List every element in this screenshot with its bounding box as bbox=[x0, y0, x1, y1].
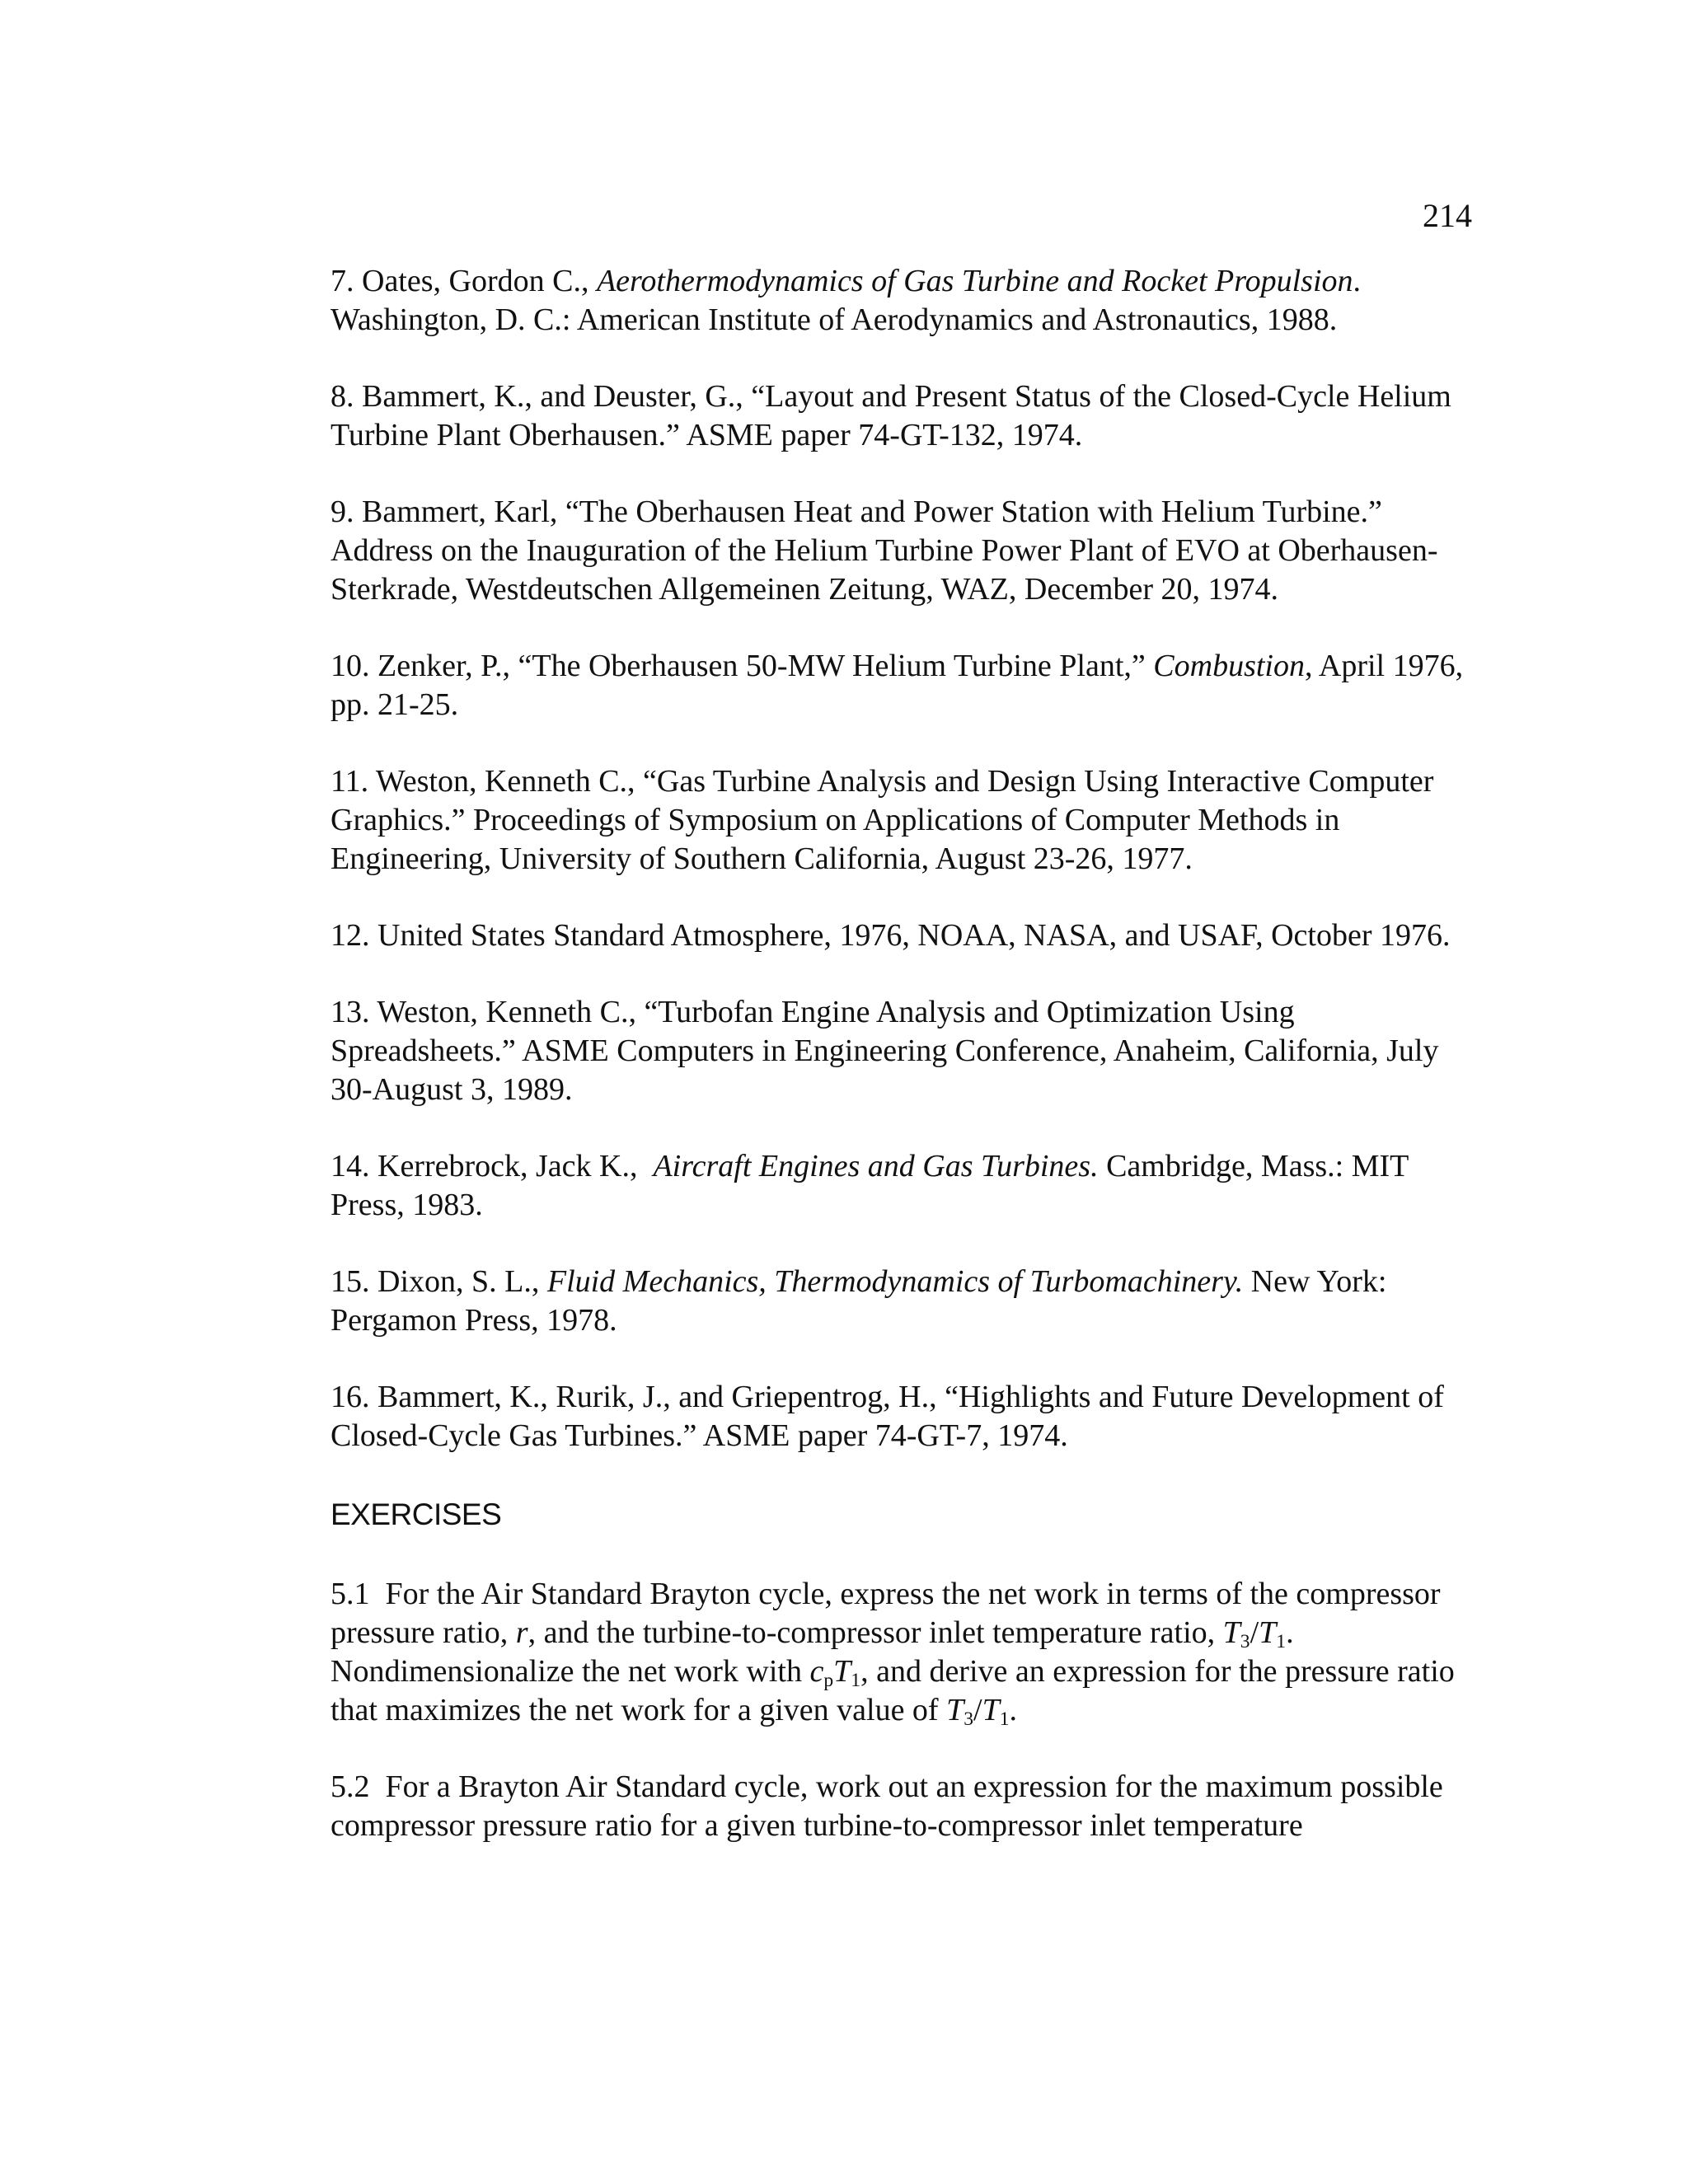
exercises-heading: EXERCISES bbox=[331, 1497, 502, 1531]
reference-14: 14. Kerrebrock, Jack K., Aircraft Engines and Gas Turbines. Cambridge, Mass.: MIT Press, 1983. bbox=[331, 1149, 1409, 1222]
page-content bbox=[331, 262, 1484, 1883]
reference-16: 16. Bammert, K., Rurik, J., and Griepentrog, H., “Highlights and Future Development of Closed-Cycle Gas Turbines.” ASME paper 74-GT-7, 1974. bbox=[331, 1380, 1444, 1453]
reference-9: 9. Bammert, Karl, “The Oberhausen Heat and Power Station with Helium Turbine.” Address on the Inauguration of the Helium Turbine Power Plant of EVO at Oberhausen-Sterkrade, Westdeutschen Allgemeinen Zeitung, WAZ, December 20, 1974. bbox=[331, 494, 1438, 607]
reference-13: 13. Weston, Kenneth C., “Turbofan Engine Analysis and Optimization Using Spreadsheets.” ASME Computers in Engineering Conference, Anaheim, California, July 30-August 3, 1989. bbox=[331, 995, 1439, 1107]
reference-10: 10. Zenker, P., “The Oberhausen 50-MW Helium Turbine Plant,” Combustion, April 1976, pp. 21-25. bbox=[331, 649, 1464, 722]
reference-11: 11. Weston, Kenneth C., “Gas Turbine Analysis and Design Using Interactive Computer Graphics.” Proceedings of Symposium on Applications of Computer Methods in Engineering, University of Southern California, August 23-26, 1977. bbox=[331, 764, 1434, 876]
exercise-5-1: 5.1 For the Air Standard Brayton cycle, express the net work in terms of the compressor pressure ratio, r, and the turbine-to-compressor inlet temperature ratio, $T_3/T_1$. Nondimensionalize the net work with $c_pT_1$, and derive an expression for the pressure ratio that maximizes the net work for a given value of $T_3/T_1$. bbox=[331, 1577, 1455, 1730]
reference-12: 12. United States Standard Atmosphere, 1976, NOAA, NASA, and USAF, October 1976. bbox=[331, 918, 1451, 953]
reference-8: 8. Bammert, K., and Deuster, G., “Layout and Present Status of the Closed-Cycle Helium Turbine Plant Oberhausen.” ASME paper 74-GT-132, 1974. bbox=[331, 379, 1451, 452]
reference-7: 7. Oates, Gordon C., Aerothermodynamics of Gas Turbine and Rocket Propulsion. Washington, D. C.: American Institute of Aerodynamics and Astronautics, 1988. bbox=[331, 264, 1361, 337]
exercise-5-2: 5.2 For a Brayton Air Standard cycle, work out an expression for the maximum possible compressor pressure ratio for a given turbine-to-compressor inlet temperature bbox=[331, 1769, 1443, 1843]
reference-15: 15. Dixon, S. L., Fluid Mechanics, Thermodynamics of Turbomachinery. New York: Pergamon Press, 1978. bbox=[331, 1264, 1387, 1338]
page-number: 214 bbox=[1423, 197, 1472, 234]
